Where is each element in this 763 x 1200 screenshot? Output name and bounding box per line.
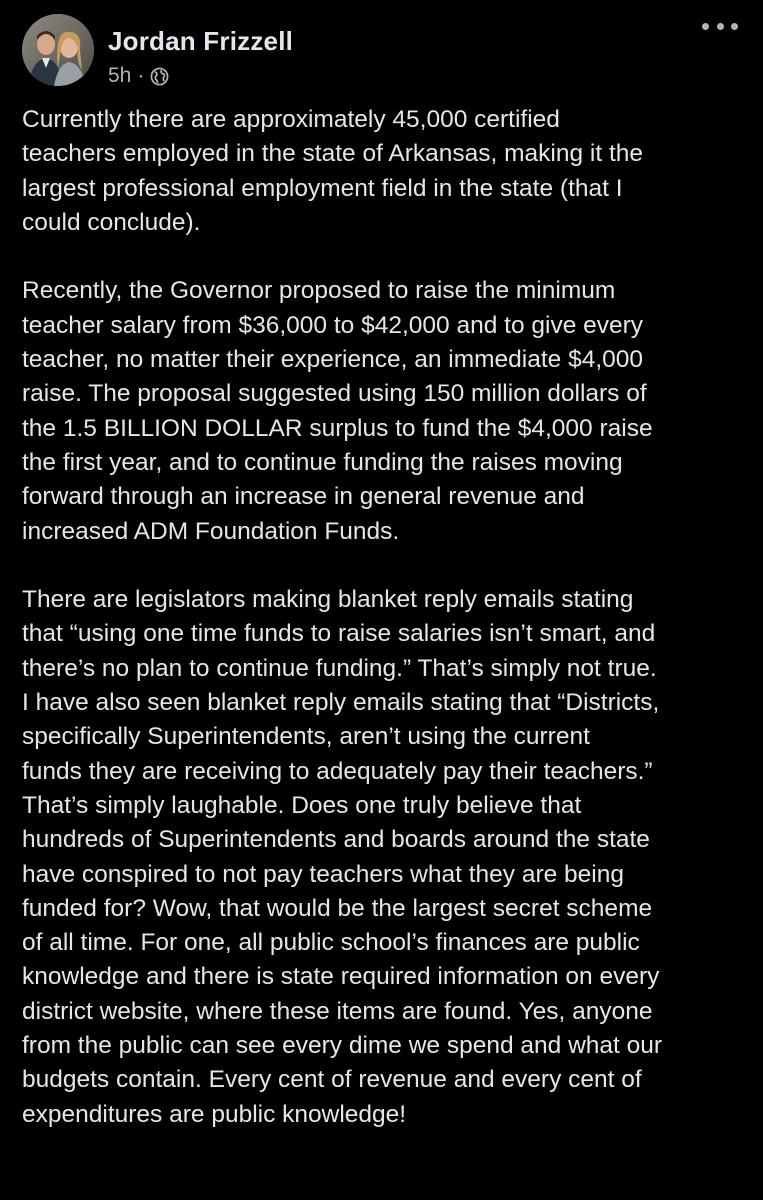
meta-separator: · (137, 64, 145, 87)
post-body (22, 103, 747, 1132)
author-name[interactable]: Jordan Frizzell (108, 26, 294, 56)
ellipsis-icon (731, 23, 738, 30)
post-paragraph: Recently, the Governor proposed to raise the minimum teacher salary from $36,000 to $42,000 and to give every teacher, no matter their experience, an immediate $4,000 raise. The proposal suggested using 150 million dollars of the 1.5 BILLION DOLLAR surplus to fund the $4,000 raise the first year, and to continue funding the raises moving forward through an increase in general revenue and increased ADM Foundation Funds. (22, 277, 653, 545)
post-paragraph: Currently there are approximately 45,000 certified teachers employed in the state of Arkansas, making it the largest professional employment field in the state (that I could conclude). (22, 106, 644, 236)
more-options-button[interactable] (702, 16, 738, 36)
post-header (22, 14, 742, 94)
post-time[interactable]: 5h (108, 64, 132, 87)
avatar-photo (22, 14, 94, 86)
globe-icon[interactable] (150, 67, 169, 86)
ellipsis-icon (702, 23, 709, 30)
post-meta (108, 64, 169, 88)
post-paragraph: There are legislators making blanket reply emails stating that “using one time funds to raise salaries isn’t smart, and there’s no plan to continue funding.” That’s simply not true. I have also seen blanket reply emails stating that “Districts, specifically Superintendents, aren’t using the current funds they are receiving to adequately pay their teachers.” That’s simply laughable. Does one truly believe that hundreds of Superintendents and boards around the state have conspired to not pay teachers what they are being funded for? Wow, that would be the largest secret scheme of all time. For one, all public school’s finances are public knowledge and there is state required information on every district website, where these items are found. Yes, anyone from the public can see every dime we spend and what our budgets contain. Every cent of revenue and every cent of expenditures are public knowledge! (22, 586, 663, 1128)
avatar[interactable] (22, 14, 94, 86)
ellipsis-icon (717, 23, 724, 30)
